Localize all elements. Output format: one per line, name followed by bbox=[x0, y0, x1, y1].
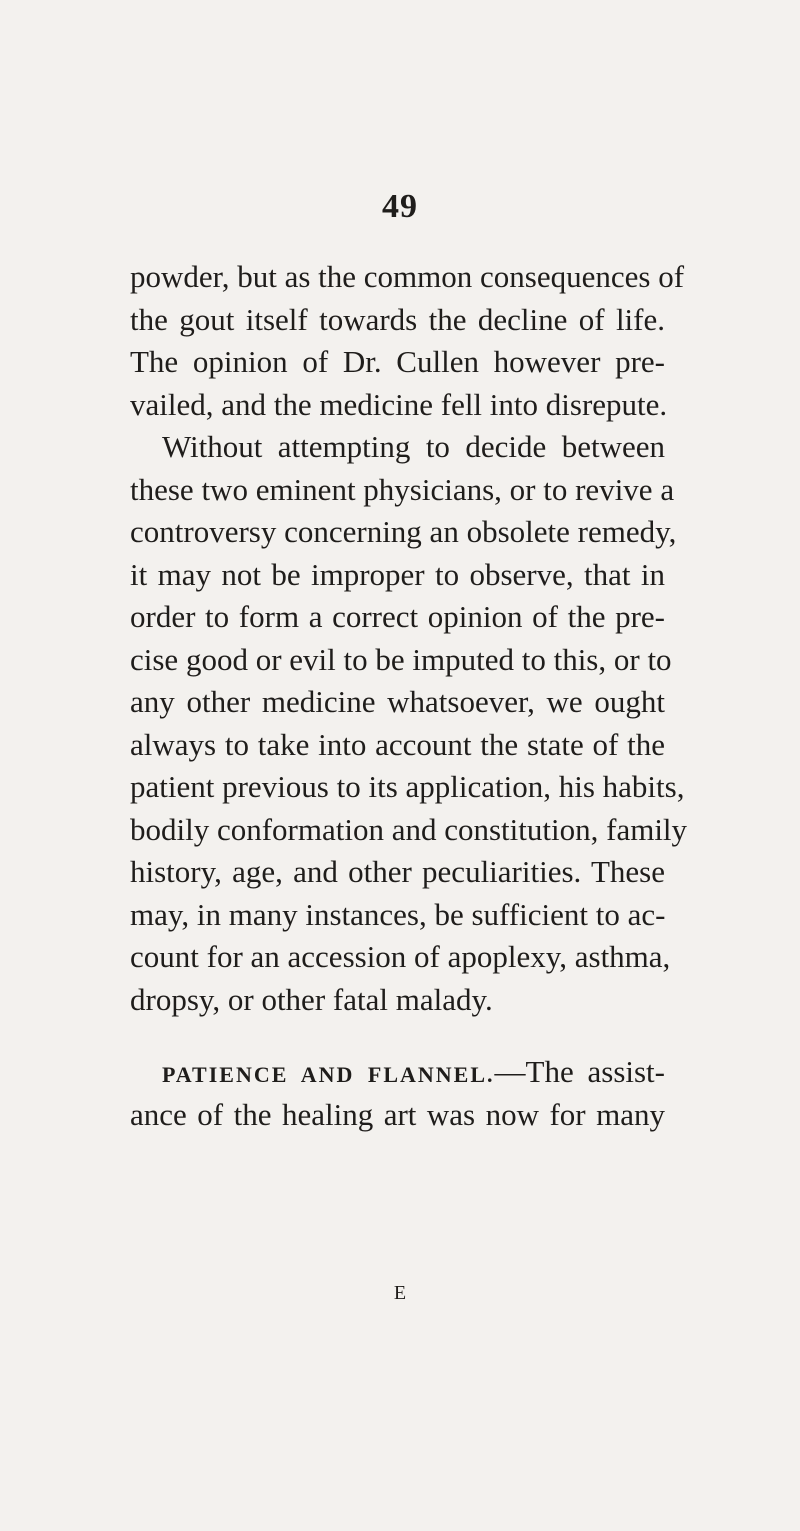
body-text bbox=[130, 256, 688, 1136]
text-line: vailed, and the medicine fell into disrepute. bbox=[130, 386, 668, 422]
text-line: cise good or evil to be imputed to this, or to bbox=[130, 641, 672, 677]
text-line: bodily conformation and constitution, family bbox=[130, 811, 688, 847]
text-line: any other medicine whatsoever, we ought bbox=[130, 684, 665, 719]
page-number: 49 bbox=[382, 188, 418, 225]
section-heading: PATIENCE AND FLANNEL. bbox=[162, 1062, 495, 1087]
text-line: it may not be improper to observe, that in bbox=[130, 556, 665, 592]
section-heading-line bbox=[130, 1051, 665, 1094]
text-line: history, age, and other peculiarities. These bbox=[130, 854, 665, 889]
signature-mark: E bbox=[393, 1282, 407, 1304]
text-line: ance of the healing art was now for many bbox=[130, 1096, 665, 1132]
text-line: the gout itself towards the decline of life. bbox=[130, 301, 665, 337]
text-line: The opinion of Dr. Cullen however pre- bbox=[130, 344, 665, 379]
text-line: Without attempting to decide between bbox=[162, 429, 665, 464]
paragraph-gap bbox=[130, 1021, 665, 1051]
text-line-rest: —The assist- bbox=[494, 1054, 665, 1089]
text-line: always to take into account the state of the bbox=[130, 726, 665, 762]
text-line: dropsy, or other fatal malady. bbox=[130, 981, 493, 1017]
text-line: powder, but as the common consequences of bbox=[130, 259, 685, 294]
text-line: these two eminent physicians, or to revive a bbox=[130, 471, 675, 507]
text-line: count for an accession of apoplexy, asthma, bbox=[130, 939, 671, 974]
text-line: order to form a correct opinion of the pre- bbox=[130, 599, 665, 634]
text-line: may, in many instances, be sufficient to ac- bbox=[130, 896, 666, 932]
text-line: patient previous to its application, his habits, bbox=[130, 769, 685, 804]
text-line: controversy concerning an obsolete remedy, bbox=[130, 514, 677, 549]
